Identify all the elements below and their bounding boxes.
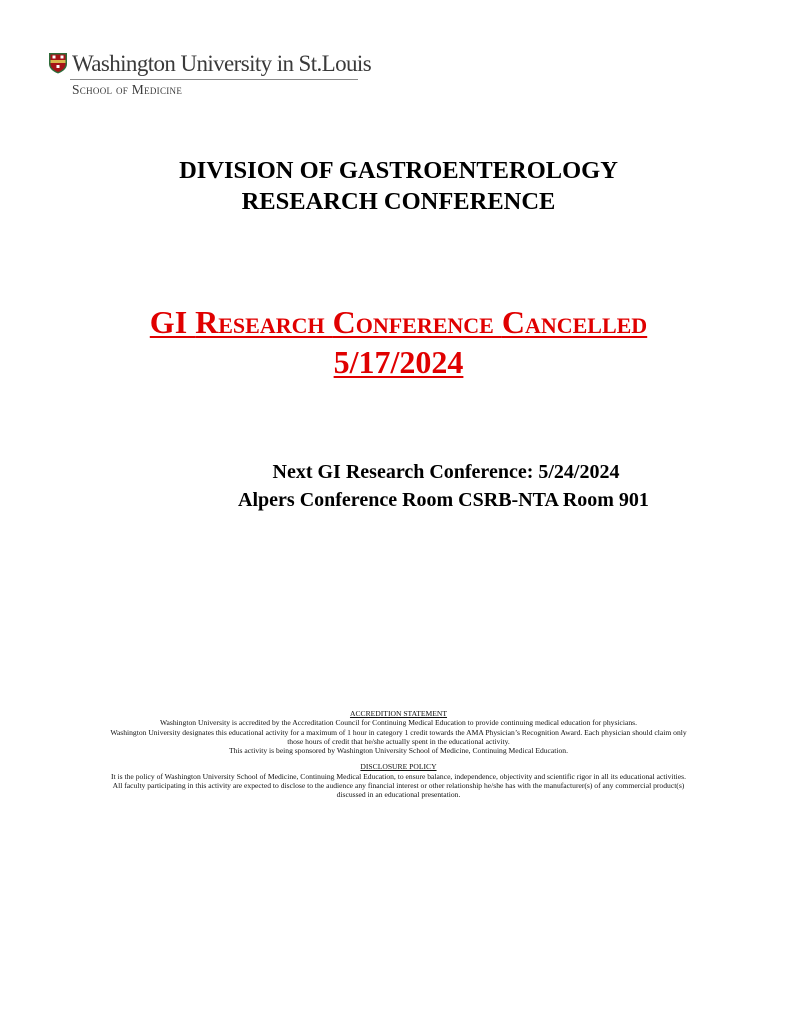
- accreditation-heading: ACCREDITION STATEMENT: [349, 709, 448, 718]
- disclosure-heading: DISCLOSURE POLICY: [360, 762, 437, 772]
- accreditation-line: Washington University is accredited by the Accreditation Council for Continuing Medical Education to provide continuing medical education for physicians.: [159, 718, 638, 728]
- section-spacer: [40, 755, 757, 762]
- cancellation-title-gi: GI: [149, 304, 196, 340]
- disclosure-line: It is the policy of Washington University School of Medicine, Continuing Medical Education, to ensure balance, independence, objectivity and scientific rigor in all its educational activities.: [111, 771, 686, 781]
- disclosure-line: discussed in an educational presentation.: [336, 790, 461, 800]
- accreditation-line: This activity is being sponsored by Washington University School of Medicine, Continuing Medical Education.: [228, 746, 569, 756]
- cancellation-title-research: Research: [195, 304, 333, 340]
- university-shield-icon: [48, 52, 68, 74]
- logo-university-name: Washington University in St.Louis: [72, 51, 372, 76]
- next-conference-info: [0, 458, 797, 514]
- logo-school-name: School of Medicine: [72, 82, 183, 97]
- disclosure-line: All faculty participating in this activity are expected to disclose to the audience any financial interest or other relationship he/she has with the manufacturer(s) of any commercial product(s): [112, 781, 685, 791]
- next-conference-date: Next GI Research Conference: 5/24/2024: [272, 461, 620, 483]
- university-logo: [48, 50, 372, 100]
- cancellation-notice: [0, 302, 797, 382]
- fine-print: [40, 709, 757, 800]
- division-heading-line1: DIVISION OF GASTROENTEROLOGY: [179, 157, 618, 184]
- logo-divider: [70, 79, 358, 80]
- cancellation-title-cancelled: Cancelled: [501, 304, 648, 340]
- division-heading: [0, 155, 797, 217]
- accreditation-line: those hours of credit that he/she actually spent in the educational activity.: [287, 736, 510, 746]
- cancellation-title-conference: Conference: [332, 304, 502, 340]
- cancellation-date: 5/17/2024: [333, 344, 464, 380]
- division-heading-line2: RESEARCH CONFERENCE: [241, 188, 556, 215]
- cancellation-title: [0, 302, 797, 342]
- next-conference-location: Alpers Conference Room CSRB-NTA Room 901: [238, 489, 649, 511]
- accreditation-line: Washington University designates this educational activity for a maximum of 1 hour in category 1 credit towards the AMA Physician’s Recognition Award. Each physician should claim only: [110, 727, 687, 737]
